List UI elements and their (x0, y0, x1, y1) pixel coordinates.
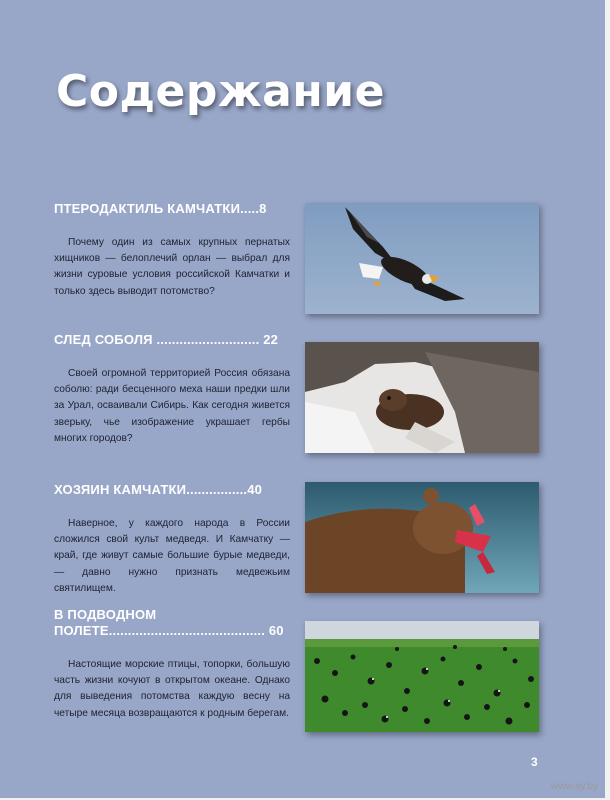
toc-entry-heading[interactable]: ХОЗЯИН КАМЧАТКИ................40 (54, 482, 263, 497)
toc-entry-description: Своей огромной территорией Россия обязана соболю: ради бесценного меха наши предки шли за Урал, осваивали Сибирь. Как сегодня живется зверьку, чье изображение украшает гербы многих городов? (54, 368, 290, 444)
toc-entry-description: Наверное, у каждого народа в России сложился свой культ медведя. И Камчатку — край, где живут самые большие бурые медведи, — давно нужно признать медвежьим святилищем. (54, 518, 290, 594)
toc-entry-heading[interactable]: СЛЕД СОБОЛЯ ........................... 22 (54, 332, 279, 347)
toc-entry-sable (54, 332, 290, 447)
toc-entry-description: Настоящие морские птицы, топорки, большую часть жизни кочуют в открытом океане. Однако для выведения потомства каждую весну на четыре месяца возвращаются к родным берегам. (54, 659, 290, 719)
brown-bear-with-salmon-photo (305, 482, 539, 593)
watermark: www.ay.by (551, 781, 599, 792)
toc-entry-description: Почему один из самых крупных пернатых хищников — белоплечий орлан — выбрал для жизни суровые условия российской Камчатки и только здесь выводит потомство? (54, 237, 290, 297)
toc-entry-bear (54, 482, 290, 597)
page-title: Содержание (56, 66, 385, 117)
toc-entry-heading-line2[interactable]: ПОЛЕТЕ......................................... 60 (54, 623, 284, 638)
toc-entry-eagle (54, 201, 290, 300)
steller-sea-eagle-photo (305, 203, 539, 314)
sable-photo (305, 342, 539, 453)
page-number: 3 (531, 755, 538, 769)
toc-entry-heading[interactable]: ПТЕРОДАКТИЛЬ КАМЧАТКИ.....8 (54, 201, 267, 216)
toc-entry-puffins (54, 607, 290, 722)
toc-entry-heading-line1[interactable]: В ПОДВОДНОМ (54, 607, 157, 622)
tufted-puffins-flock-photo (305, 621, 539, 732)
